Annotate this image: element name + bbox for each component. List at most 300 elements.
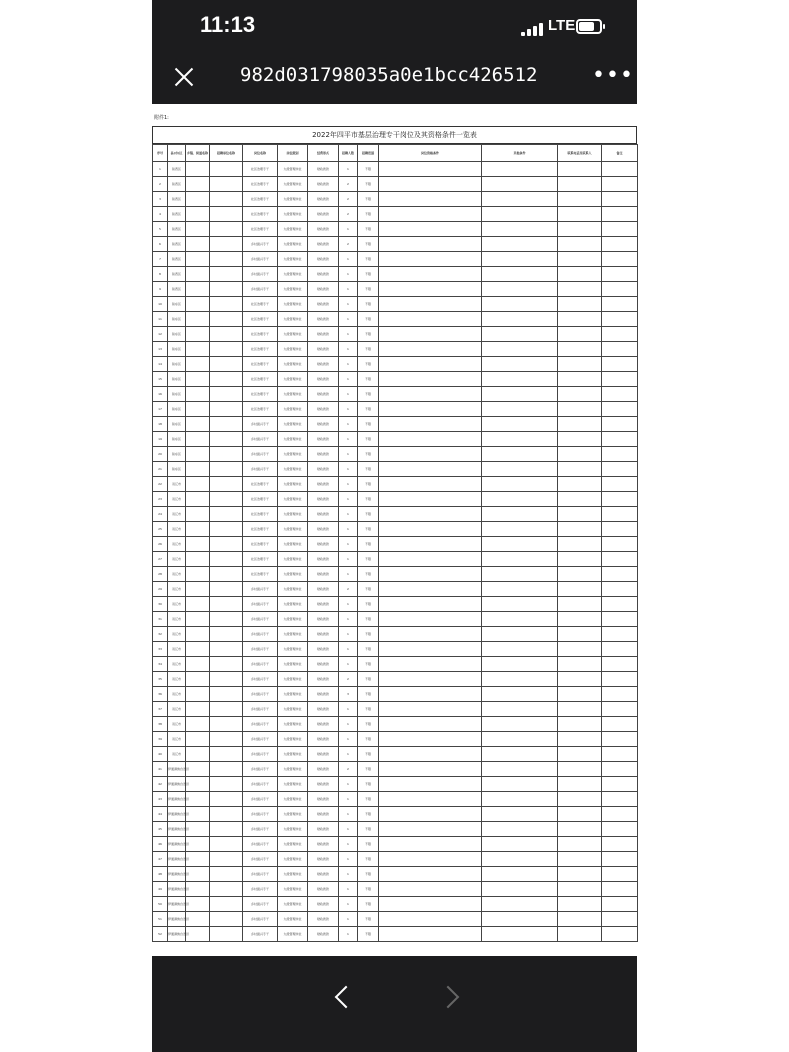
table-row xyxy=(153,702,638,717)
document-title: 2022年四平市基层治理专干岗位及其资格条件一览表 xyxy=(152,126,637,144)
table-cell xyxy=(558,432,602,447)
table-cell xyxy=(558,507,602,522)
table-cell xyxy=(186,597,210,612)
table-cell: 双辽市 xyxy=(168,702,186,717)
table-cell: 不限 xyxy=(358,402,379,417)
table-cell xyxy=(186,282,210,297)
table-cell xyxy=(602,327,638,342)
table-cell xyxy=(210,657,243,672)
table-cell xyxy=(210,387,243,402)
table-cell xyxy=(186,207,210,222)
table-cell: 九级管理岗位 xyxy=(278,387,308,402)
table-row xyxy=(153,882,638,897)
table-cell: 财政拨款 xyxy=(308,417,339,432)
table-cell xyxy=(379,357,482,372)
table-cell xyxy=(602,867,638,882)
table-cell: 铁东区 xyxy=(168,417,186,432)
table-cell: 不限 xyxy=(358,357,379,372)
table-cell xyxy=(558,717,602,732)
table-cell: 财政拨款 xyxy=(308,162,339,177)
close-icon[interactable] xyxy=(172,65,196,89)
table-cell: 不限 xyxy=(358,702,379,717)
table-cell xyxy=(558,762,602,777)
table-cell: 财政拨款 xyxy=(308,672,339,687)
table-cell: 不限 xyxy=(358,897,379,912)
table-cell: 1 xyxy=(339,372,358,387)
table-cell xyxy=(558,297,602,312)
table-cell: 不限 xyxy=(358,447,379,462)
table-cell: 九级管理岗位 xyxy=(278,852,308,867)
table-cell: 财政拨款 xyxy=(308,222,339,237)
table-cell xyxy=(210,222,243,237)
table-row xyxy=(153,522,638,537)
table-row xyxy=(153,402,638,417)
table-cell: 47 xyxy=(153,852,168,867)
table-row xyxy=(153,807,638,822)
table-cell xyxy=(210,672,243,687)
table-cell: 铁西区 xyxy=(168,222,186,237)
table-cell: 财政拨款 xyxy=(308,882,339,897)
table-cell xyxy=(379,252,482,267)
table-cell: 不限 xyxy=(358,867,379,882)
table-cell: 乡村振兴专干 xyxy=(243,252,278,267)
table-row xyxy=(153,357,638,372)
url-text[interactable]: 982d031798035a0e1bcc426512 xyxy=(240,64,538,86)
table-cell xyxy=(482,507,558,522)
column-header: 岗位资格条件 xyxy=(379,145,482,162)
table-row xyxy=(153,867,638,882)
table-cell xyxy=(379,807,482,822)
table-cell: 不限 xyxy=(358,822,379,837)
table-cell: 财政拨款 xyxy=(308,327,339,342)
table-cell: 九级管理岗位 xyxy=(278,822,308,837)
table-cell xyxy=(210,702,243,717)
table-cell: 财政拨款 xyxy=(308,627,339,642)
table-cell: 1 xyxy=(339,897,358,912)
table-cell xyxy=(186,747,210,762)
table-cell xyxy=(602,447,638,462)
table-cell: 8 xyxy=(153,267,168,282)
table-cell xyxy=(482,492,558,507)
table-cell: 财政拨款 xyxy=(308,612,339,627)
document-view[interactable] xyxy=(152,104,637,956)
table-cell xyxy=(602,717,638,732)
table-cell: 30 xyxy=(153,597,168,612)
table-cell: 1 xyxy=(339,822,358,837)
table-cell: 九级管理岗位 xyxy=(278,597,308,612)
table-cell: 财政拨款 xyxy=(308,507,339,522)
table-cell xyxy=(210,897,243,912)
table-cell: 财政拨款 xyxy=(308,537,339,552)
table-cell xyxy=(379,342,482,357)
table-cell xyxy=(558,282,602,297)
table-cell: 不限 xyxy=(358,432,379,447)
table-cell xyxy=(379,762,482,777)
table-cell: 九级管理岗位 xyxy=(278,927,308,942)
table-cell: 铁东区 xyxy=(168,327,186,342)
table-cell: 12 xyxy=(153,327,168,342)
table-cell: 九级管理岗位 xyxy=(278,252,308,267)
chevron-right-icon[interactable] xyxy=(436,982,466,1012)
table-cell: 铁西区 xyxy=(168,252,186,267)
table-cell: 社区治理专干 xyxy=(243,567,278,582)
table-cell xyxy=(558,462,602,477)
table-row xyxy=(153,912,638,927)
table-cell: 铁东区 xyxy=(168,462,186,477)
table-cell: 1 xyxy=(339,882,358,897)
table-cell: 财政拨款 xyxy=(308,897,339,912)
table-cell xyxy=(482,597,558,612)
table-cell: 九级管理岗位 xyxy=(278,447,308,462)
table-cell xyxy=(482,192,558,207)
table-cell xyxy=(558,177,602,192)
table-cell: 不限 xyxy=(358,852,379,867)
table-cell: 22 xyxy=(153,477,168,492)
table-row xyxy=(153,507,638,522)
table-cell xyxy=(186,462,210,477)
table-row xyxy=(153,372,638,387)
table-cell: 财政拨款 xyxy=(308,252,339,267)
table-cell: 不限 xyxy=(358,612,379,627)
table-row xyxy=(153,432,638,447)
table-cell xyxy=(210,207,243,222)
table-cell xyxy=(602,822,638,837)
table-cell: 双辽市 xyxy=(168,717,186,732)
table-cell xyxy=(186,807,210,822)
table-row xyxy=(153,672,638,687)
table-cell xyxy=(602,612,638,627)
bottom-toolbar xyxy=(152,956,637,1052)
table-cell: 52 xyxy=(153,927,168,942)
table-cell xyxy=(186,162,210,177)
table-cell: 不限 xyxy=(358,882,379,897)
table-cell xyxy=(186,372,210,387)
table-cell xyxy=(186,342,210,357)
table-cell: 42 xyxy=(153,777,168,792)
table-cell: 乡村振兴专干 xyxy=(243,582,278,597)
table-cell xyxy=(482,717,558,732)
table-cell: 伊通满族自治县 xyxy=(168,792,186,807)
table-cell: 财政拨款 xyxy=(308,822,339,837)
table-row xyxy=(153,552,638,567)
table-cell: 1 xyxy=(339,912,358,927)
table-cell xyxy=(602,927,638,942)
table-cell: 财政拨款 xyxy=(308,477,339,492)
table-cell: 财政拨款 xyxy=(308,582,339,597)
table-cell: 财政拨款 xyxy=(308,207,339,222)
table-cell: 不限 xyxy=(358,522,379,537)
table-cell xyxy=(602,627,638,642)
table-cell: 财政拨款 xyxy=(308,402,339,417)
table-cell xyxy=(602,282,638,297)
table-cell xyxy=(186,537,210,552)
table-cell: 20 xyxy=(153,447,168,462)
table-row xyxy=(153,567,638,582)
table-cell: 社区治理专干 xyxy=(243,402,278,417)
table-cell: 九级管理岗位 xyxy=(278,222,308,237)
chevron-left-icon[interactable] xyxy=(328,982,358,1012)
table-cell xyxy=(210,327,243,342)
table-cell xyxy=(186,717,210,732)
battery-icon xyxy=(576,19,602,34)
table-row xyxy=(153,597,638,612)
table-cell xyxy=(379,492,482,507)
table-cell xyxy=(558,702,602,717)
table-cell: 乡村振兴专干 xyxy=(243,462,278,477)
table-cell: 财政拨款 xyxy=(308,177,339,192)
table-cell xyxy=(482,462,558,477)
table-cell xyxy=(558,732,602,747)
table-cell xyxy=(482,177,558,192)
table-cell: 不限 xyxy=(358,567,379,582)
table-cell: 九级管理岗位 xyxy=(278,837,308,852)
table-row xyxy=(153,162,638,177)
table-cell xyxy=(379,462,482,477)
table-cell xyxy=(210,552,243,567)
table-cell xyxy=(558,657,602,672)
table-cell: 财政拨款 xyxy=(308,267,339,282)
table-cell: 1 xyxy=(339,537,358,552)
table-cell xyxy=(558,477,602,492)
table-cell: 社区治理专干 xyxy=(243,507,278,522)
table-cell: 伊通满族自治县 xyxy=(168,762,186,777)
table-cell xyxy=(482,417,558,432)
table-cell: 1 xyxy=(339,552,358,567)
table-cell xyxy=(482,447,558,462)
table-cell: 不限 xyxy=(358,492,379,507)
table-cell: 九级管理岗位 xyxy=(278,687,308,702)
table-cell: 不限 xyxy=(358,642,379,657)
table-cell xyxy=(379,717,482,732)
table-cell xyxy=(210,612,243,627)
table-cell: 双辽市 xyxy=(168,687,186,702)
table-row xyxy=(153,222,638,237)
table-cell: 双辽市 xyxy=(168,537,186,552)
table-cell: 财政拨款 xyxy=(308,852,339,867)
table-cell xyxy=(379,837,482,852)
table-cell: 不限 xyxy=(358,282,379,297)
table-row xyxy=(153,852,638,867)
table-cell: 社区治理专干 xyxy=(243,327,278,342)
table-cell xyxy=(379,687,482,702)
table-cell: 1 xyxy=(339,297,358,312)
table-cell xyxy=(482,477,558,492)
table-cell xyxy=(379,672,482,687)
table-cell xyxy=(482,207,558,222)
table-row xyxy=(153,297,638,312)
table-cell: 乡村振兴专干 xyxy=(243,282,278,297)
table-cell: 3 xyxy=(153,192,168,207)
table-cell xyxy=(482,537,558,552)
table-cell xyxy=(210,282,243,297)
table-cell xyxy=(210,267,243,282)
table-cell xyxy=(482,927,558,942)
table-cell: 九级管理岗位 xyxy=(278,312,308,327)
table-cell xyxy=(210,627,243,642)
table-row xyxy=(153,927,638,942)
table-cell: 双辽市 xyxy=(168,732,186,747)
table-cell: 九级管理岗位 xyxy=(278,507,308,522)
table-cell: 3 xyxy=(339,687,358,702)
table-cell xyxy=(602,567,638,582)
table-cell: 财政拨款 xyxy=(308,717,339,732)
table-cell: 财政拨款 xyxy=(308,492,339,507)
table-cell: 1 xyxy=(339,327,358,342)
table-cell: 1 xyxy=(339,342,358,357)
table-cell: 九级管理岗位 xyxy=(278,402,308,417)
table-cell: 财政拨款 xyxy=(308,387,339,402)
table-cell: 社区治理专干 xyxy=(243,552,278,567)
column-header: 县(市)区 xyxy=(168,145,186,162)
table-body xyxy=(153,162,638,942)
table-cell xyxy=(210,867,243,882)
table-cell xyxy=(379,312,482,327)
table-cell xyxy=(558,222,602,237)
table-cell: 49 xyxy=(153,882,168,897)
table-cell xyxy=(186,657,210,672)
table-cell: 不限 xyxy=(358,192,379,207)
table-cell xyxy=(602,192,638,207)
table-cell: 不限 xyxy=(358,687,379,702)
table-cell: 乡村振兴专干 xyxy=(243,852,278,867)
table-cell: 铁东区 xyxy=(168,387,186,402)
table-cell xyxy=(602,537,638,552)
table-cell: 双辽市 xyxy=(168,552,186,567)
table-cell xyxy=(482,672,558,687)
table-cell xyxy=(379,747,482,762)
table-cell: 双辽市 xyxy=(168,567,186,582)
table-cell: 财政拨款 xyxy=(308,747,339,762)
table-cell xyxy=(186,222,210,237)
more-icon[interactable]: ••• xyxy=(592,63,634,88)
table-cell xyxy=(558,312,602,327)
table-cell: 不限 xyxy=(358,627,379,642)
table-cell xyxy=(482,522,558,537)
table-cell: 不限 xyxy=(358,162,379,177)
position-table xyxy=(152,144,638,942)
table-cell: 1 xyxy=(339,507,358,522)
table-cell: 九级管理岗位 xyxy=(278,612,308,627)
table-cell xyxy=(210,537,243,552)
table-cell: 不限 xyxy=(358,327,379,342)
table-cell: 财政拨款 xyxy=(308,807,339,822)
table-cell xyxy=(186,792,210,807)
status-bar xyxy=(152,0,637,52)
table-cell: 1 xyxy=(339,702,358,717)
table-cell xyxy=(558,582,602,597)
table-cell: 1 xyxy=(339,432,358,447)
table-cell: 铁东区 xyxy=(168,432,186,447)
table-cell xyxy=(558,927,602,942)
table-cell: 九级管理岗位 xyxy=(278,657,308,672)
table-cell: 九级管理岗位 xyxy=(278,432,308,447)
table-cell: 1 xyxy=(339,852,358,867)
table-cell xyxy=(210,732,243,747)
table-cell xyxy=(379,402,482,417)
column-header: 乡镇、街道名称 xyxy=(186,145,210,162)
column-header: 备注 xyxy=(602,145,638,162)
table-cell: 财政拨款 xyxy=(308,777,339,792)
table-cell: 铁东区 xyxy=(168,357,186,372)
table-cell: 不限 xyxy=(358,252,379,267)
table-cell xyxy=(210,807,243,822)
table-cell: 1 xyxy=(339,222,358,237)
table-cell: 1 xyxy=(339,567,358,582)
table-cell: 九级管理岗位 xyxy=(278,357,308,372)
table-cell: 九级管理岗位 xyxy=(278,702,308,717)
table-cell: 51 xyxy=(153,912,168,927)
table-cell: 1 xyxy=(339,867,358,882)
table-cell: 不限 xyxy=(358,717,379,732)
table-cell: 伊通满族自治县 xyxy=(168,882,186,897)
table-cell xyxy=(602,642,638,657)
table-cell xyxy=(379,732,482,747)
table-cell xyxy=(379,297,482,312)
table-cell: 九级管理岗位 xyxy=(278,492,308,507)
table-cell xyxy=(186,387,210,402)
table-cell: 1 xyxy=(339,927,358,942)
table-cell xyxy=(379,387,482,402)
table-cell: 乡村振兴专干 xyxy=(243,927,278,942)
table-cell: 33 xyxy=(153,642,168,657)
table-cell: 九级管理岗位 xyxy=(278,342,308,357)
table-cell xyxy=(379,552,482,567)
table-cell xyxy=(558,882,602,897)
table-cell: 2 xyxy=(339,762,358,777)
table-cell: 社区治理专干 xyxy=(243,222,278,237)
table-cell xyxy=(482,297,558,312)
table-cell: 1 xyxy=(339,642,358,657)
table-cell: 九级管理岗位 xyxy=(278,897,308,912)
table-row xyxy=(153,417,638,432)
table-cell: 铁东区 xyxy=(168,312,186,327)
table-cell xyxy=(482,282,558,297)
table-cell xyxy=(379,777,482,792)
table-cell xyxy=(186,732,210,747)
table-cell xyxy=(379,327,482,342)
table-cell: 九级管理岗位 xyxy=(278,582,308,597)
table-cell: 不限 xyxy=(358,552,379,567)
table-cell: 45 xyxy=(153,822,168,837)
table-cell: 2 xyxy=(153,177,168,192)
table-cell: 九级管理岗位 xyxy=(278,237,308,252)
table-cell xyxy=(482,837,558,852)
table-cell xyxy=(379,822,482,837)
table-cell xyxy=(602,207,638,222)
table-row xyxy=(153,177,638,192)
table-cell xyxy=(210,882,243,897)
table-header-row xyxy=(153,145,638,162)
table-row xyxy=(153,657,638,672)
table-cell xyxy=(379,612,482,627)
table-cell: 48 xyxy=(153,867,168,882)
table-cell: 乡村振兴专干 xyxy=(243,672,278,687)
table-row xyxy=(153,822,638,837)
table-row xyxy=(153,207,638,222)
table-cell xyxy=(210,177,243,192)
table-cell xyxy=(379,162,482,177)
table-cell xyxy=(186,192,210,207)
table-cell: 社区治理专干 xyxy=(243,312,278,327)
table-cell: 乡村振兴专干 xyxy=(243,657,278,672)
table-cell xyxy=(379,282,482,297)
table-cell xyxy=(379,192,482,207)
table-cell xyxy=(558,567,602,582)
table-cell: 10 xyxy=(153,297,168,312)
table-cell: 43 xyxy=(153,792,168,807)
table-cell xyxy=(210,252,243,267)
table-cell: 九级管理岗位 xyxy=(278,177,308,192)
